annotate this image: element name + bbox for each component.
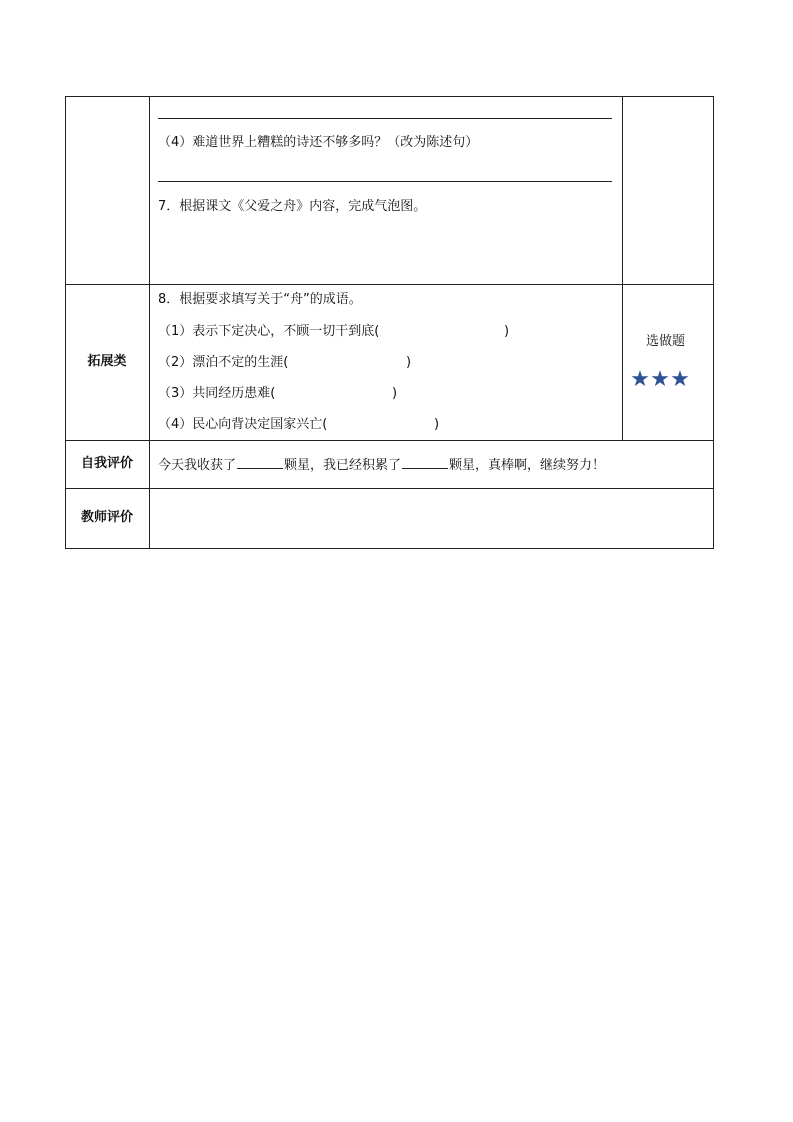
self-evaluation-sentence (158, 456, 605, 474)
answer-line-1[interactable] (158, 118, 612, 119)
idiom-answer-2-close[interactable]: ) (406, 355, 412, 370)
question-8-title: 8．根据要求填写关于“舟”的成语。 (158, 292, 362, 307)
idiom-answer-1-close[interactable]: ) (504, 324, 510, 339)
self-eval-text-2: 颗星，我已经积累了 (284, 458, 402, 473)
idiom-answer-3-close[interactable]: ) (392, 386, 398, 401)
star-icon: ★ (670, 367, 690, 392)
optional-question-label: 选做题 (646, 334, 686, 349)
table-border-top (65, 96, 714, 97)
table-column-divider-2 (622, 96, 623, 440)
difficulty-stars (630, 369, 690, 391)
table-border-left (65, 96, 66, 549)
question-4-rewrite: （4）难道世界上糟糕的诗还不够多吗？（改为陈述句） (158, 135, 479, 150)
star-icon: ★ (650, 367, 670, 392)
category-label-self-evaluation: 自我评价 (80, 456, 133, 471)
table-row-divider-1 (65, 284, 714, 285)
table-border-right (713, 96, 714, 549)
idiom-item-4: （4）民心向背决定国家兴亡( (158, 417, 328, 432)
idiom-item-1: （1）表示下定决心，不顾一切干到底( (158, 324, 380, 339)
stars-accumulated-blank[interactable] (402, 456, 448, 469)
idiom-item-2: （2）漂泊不定的生涯( (158, 355, 289, 370)
answer-line-2[interactable] (158, 181, 612, 182)
table-column-divider-1 (149, 96, 150, 549)
idiom-item-3: （3）共同经历患难( (158, 386, 276, 401)
table-row-divider-2 (65, 440, 714, 441)
teacher-evaluation-area[interactable] (150, 489, 712, 547)
stars-earned-blank[interactable] (237, 456, 283, 469)
question-7-bubble-map: 7．根据课文《父爱之舟》内容，完成气泡图。 (158, 199, 427, 214)
table-border-bottom (65, 548, 714, 549)
worksheet-table (65, 96, 714, 549)
category-label-teacher-evaluation: 教师评价 (80, 510, 133, 525)
self-eval-text-3: 颗星，真棒啊，继续努力！ (449, 458, 606, 473)
category-label-extension: 拓展类 (87, 354, 127, 369)
self-eval-text-1: 今天我收获了 (158, 458, 237, 473)
idiom-answer-4-close[interactable]: ) (434, 417, 440, 432)
star-icon: ★ (630, 367, 650, 392)
